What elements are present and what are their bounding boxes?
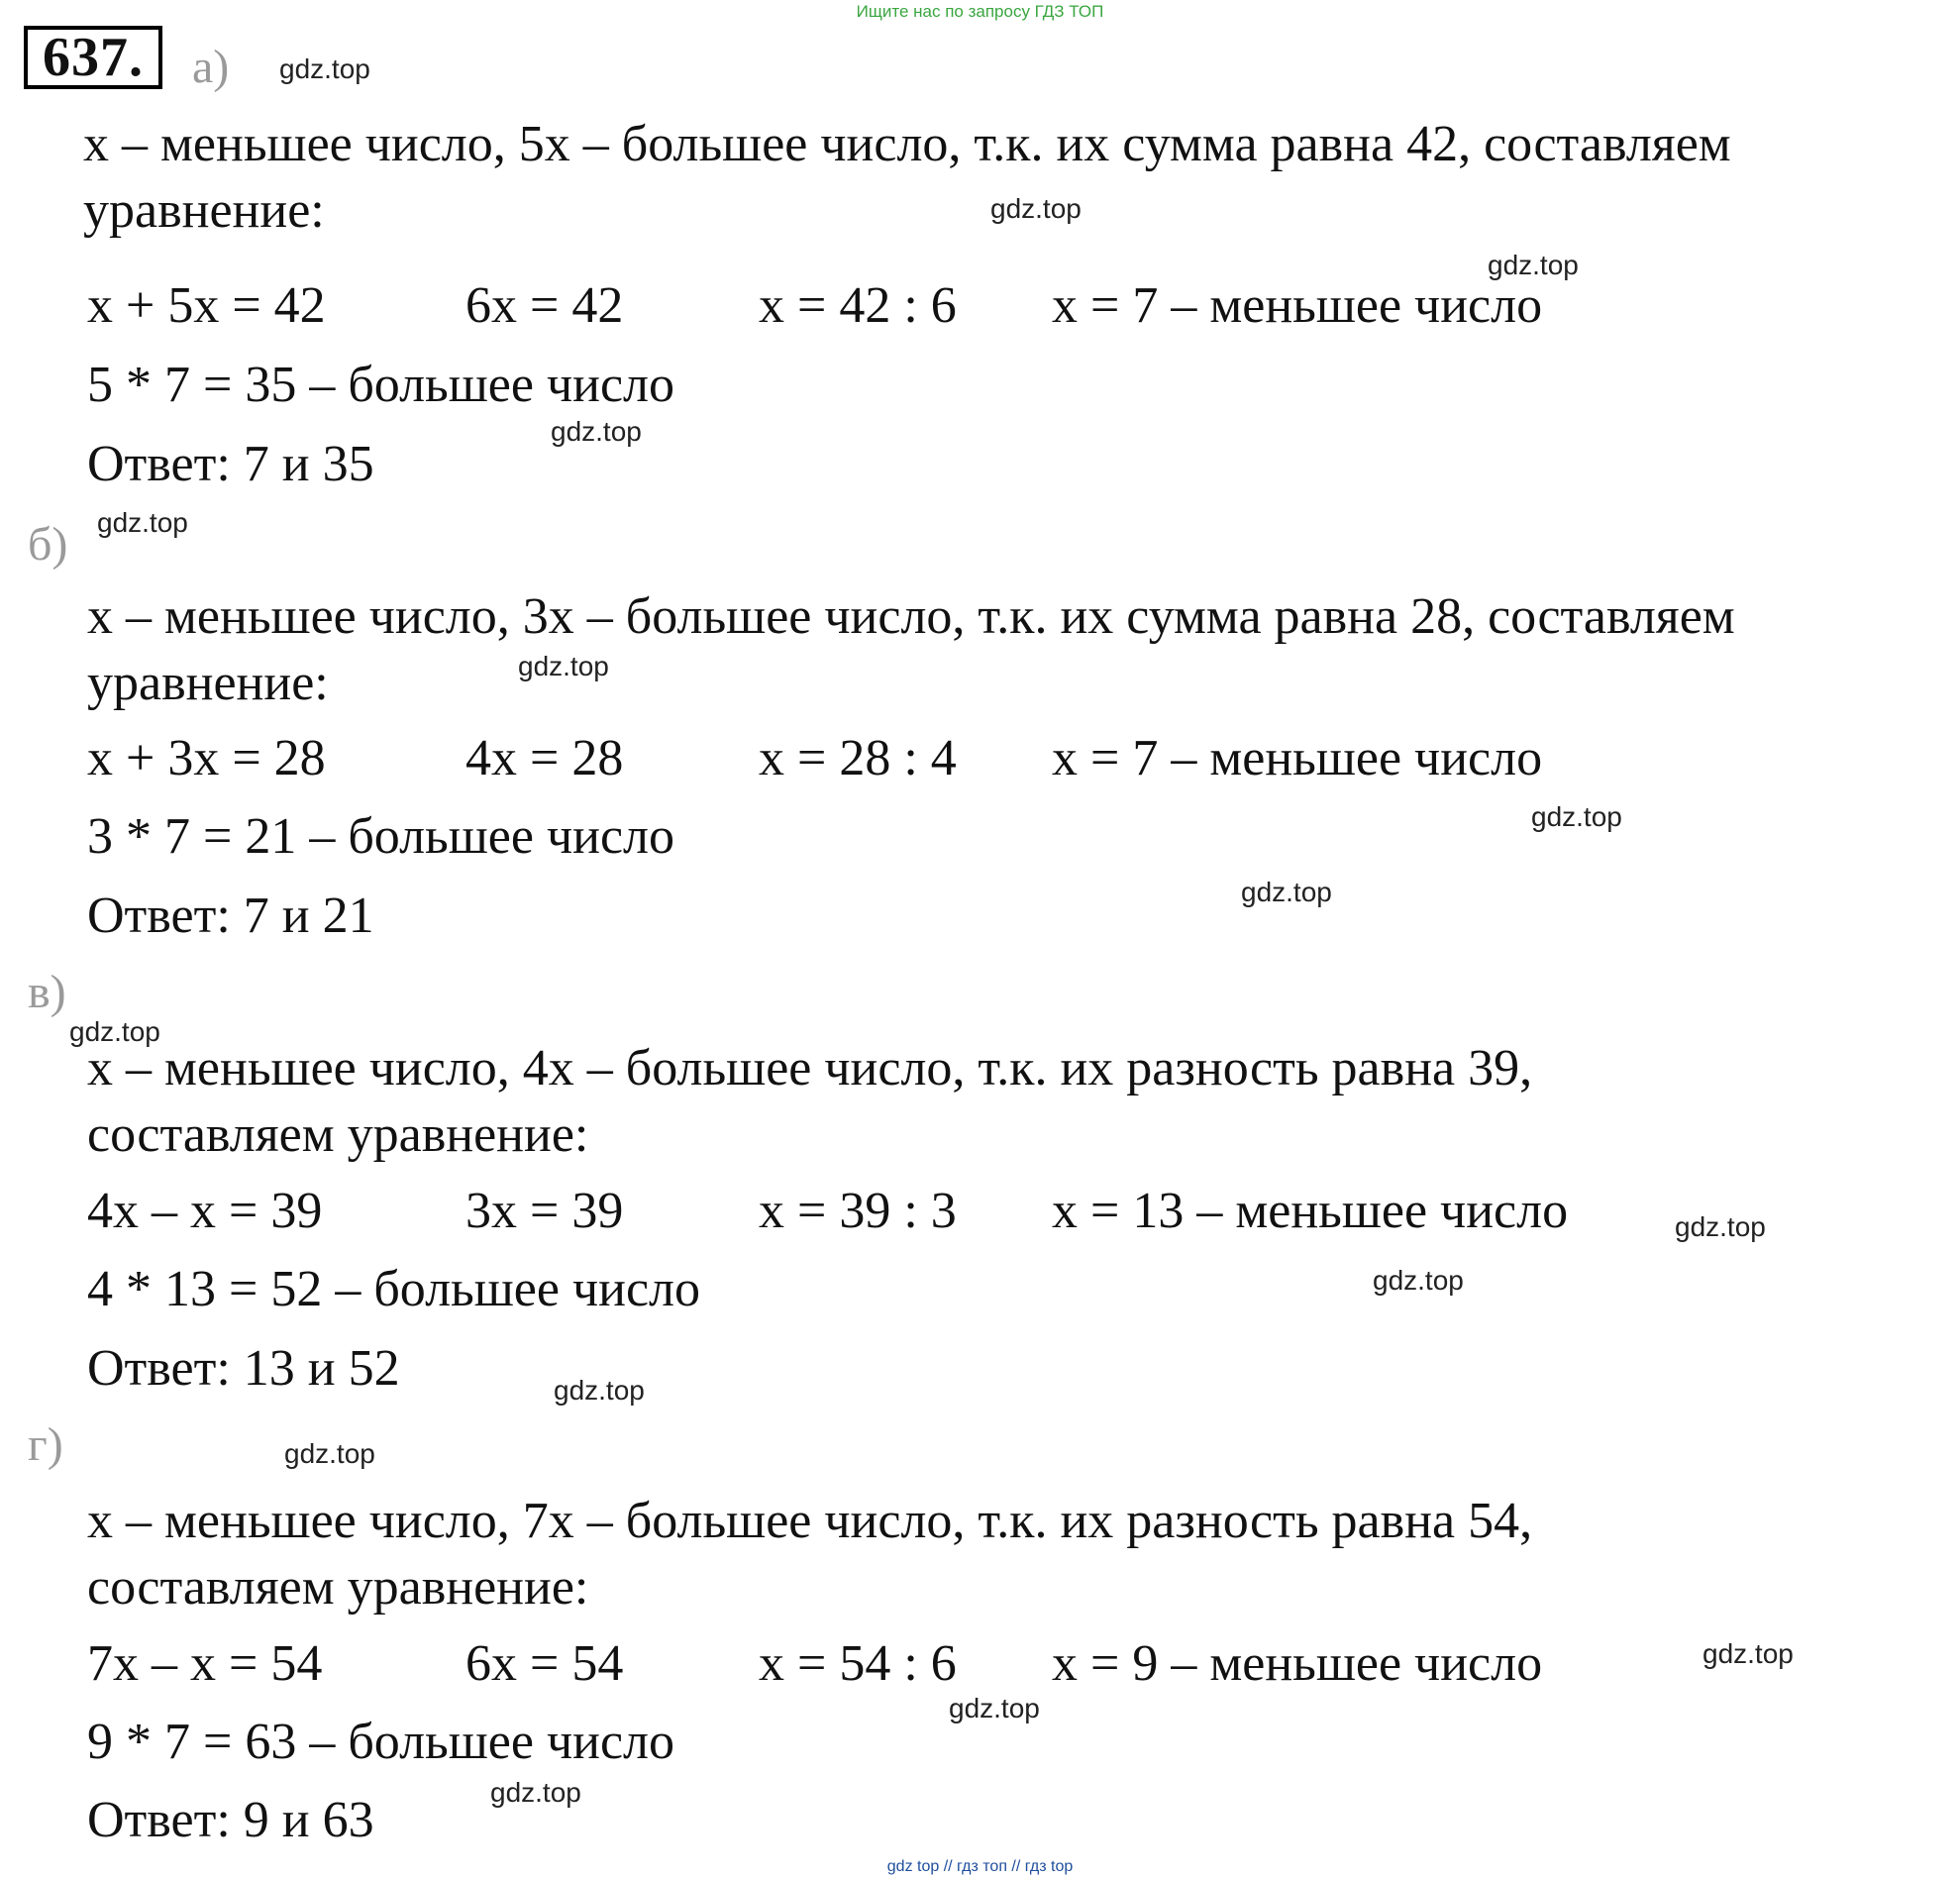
part-a-text-line1: x – меньшее число, 5x – большее число, т.к. их сумма равна 42, составляем bbox=[83, 116, 1731, 172]
part-v-label: в) bbox=[28, 966, 66, 1018]
part-v-bigger-number: 4 * 13 = 52 – большее число bbox=[87, 1261, 700, 1317]
part-v-equation-2: 3x = 39 bbox=[465, 1183, 624, 1239]
part-b-equation-1: x + 3x = 28 bbox=[87, 730, 326, 786]
part-v-text-line1: x – меньшее число, 4x – большее число, т.к. их разность равна 39, bbox=[87, 1040, 1533, 1096]
part-v-equation-4: x = 13 – меньшее число bbox=[1052, 1183, 1569, 1239]
part-g-equation-1: 7x – x = 54 bbox=[87, 1635, 323, 1692]
watermark: gdz.top bbox=[284, 1438, 375, 1469]
part-g-equation-2: 6x = 54 bbox=[465, 1635, 624, 1692]
part-b-bigger-number: 3 * 7 = 21 – большее число bbox=[87, 808, 674, 865]
part-v-answer: Ответ: 13 и 52 bbox=[87, 1340, 400, 1397]
watermark: gdz.top bbox=[279, 53, 370, 84]
part-a-label: а) bbox=[192, 41, 230, 93]
top-banner: Ищите нас по запросу ГДЗ ТОП bbox=[856, 2, 1104, 21]
part-a-answer: Ответ: 7 и 35 bbox=[87, 436, 374, 492]
watermark: gdz.top bbox=[551, 416, 642, 447]
part-b-answer: Ответ: 7 и 21 bbox=[87, 887, 374, 944]
part-b-equation-2: 4x = 28 bbox=[465, 730, 624, 786]
watermark: gdz.top bbox=[1702, 1638, 1794, 1669]
watermark: gdz.top bbox=[990, 193, 1082, 224]
watermark: gdz.top bbox=[1675, 1211, 1766, 1242]
part-b-equation-3: x = 28 : 4 bbox=[759, 730, 957, 786]
part-b-text-line1: x – меньшее число, 3x – большее число, т.к. их сумма равна 28, составляем bbox=[87, 588, 1735, 645]
part-g-equation-4: x = 9 – меньшее число bbox=[1052, 1635, 1543, 1692]
watermark: gdz.top bbox=[1488, 250, 1579, 280]
part-g-equation-3: x = 54 : 6 bbox=[759, 1635, 957, 1692]
part-a-equation-3: x = 42 : 6 bbox=[759, 277, 957, 334]
part-v-text-line2: составляем уравнение: bbox=[87, 1106, 589, 1163]
watermark: gdz.top bbox=[949, 1693, 1040, 1723]
part-g-text-line1: x – меньшее число, 7x – большее число, т.к. их разность равна 54, bbox=[87, 1493, 1533, 1549]
part-g-text-line2: составляем уравнение: bbox=[87, 1559, 589, 1616]
watermark: gdz.top bbox=[490, 1777, 581, 1808]
part-a-equation-1: x + 5x = 42 bbox=[87, 277, 326, 334]
footer: gdz top // гдз топ // гдз top bbox=[886, 1858, 1074, 1875]
part-a-bigger-number: 5 * 7 = 35 – большее число bbox=[87, 357, 674, 413]
watermark: gdz.top bbox=[1373, 1265, 1464, 1296]
part-b-text-line2: уравнение: bbox=[87, 655, 329, 711]
part-a-equation-4: x = 7 – меньшее число bbox=[1052, 277, 1543, 334]
part-v-equation-3: x = 39 : 3 bbox=[759, 1183, 957, 1239]
problem-number: 637. bbox=[24, 26, 162, 89]
part-b-label: б) bbox=[28, 518, 68, 571]
watermark: gdz.top bbox=[518, 651, 609, 681]
part-g-label: г) bbox=[28, 1418, 63, 1471]
part-g-answer: Ответ: 9 и 63 bbox=[87, 1792, 374, 1848]
watermark: gdz.top bbox=[1531, 801, 1622, 832]
part-a-equation-2: 6x = 42 bbox=[465, 277, 624, 334]
part-v-equation-1: 4x – x = 39 bbox=[87, 1183, 323, 1239]
watermark: gdz.top bbox=[1241, 877, 1332, 907]
watermark: gdz.top bbox=[69, 1016, 160, 1047]
part-a-text-line2: уравнение: bbox=[83, 182, 325, 239]
watermark: gdz.top bbox=[97, 507, 188, 538]
watermark: gdz.top bbox=[554, 1375, 645, 1406]
part-g-bigger-number: 9 * 7 = 63 – большее число bbox=[87, 1714, 674, 1770]
part-b-equation-4: x = 7 – меньшее число bbox=[1052, 730, 1543, 786]
